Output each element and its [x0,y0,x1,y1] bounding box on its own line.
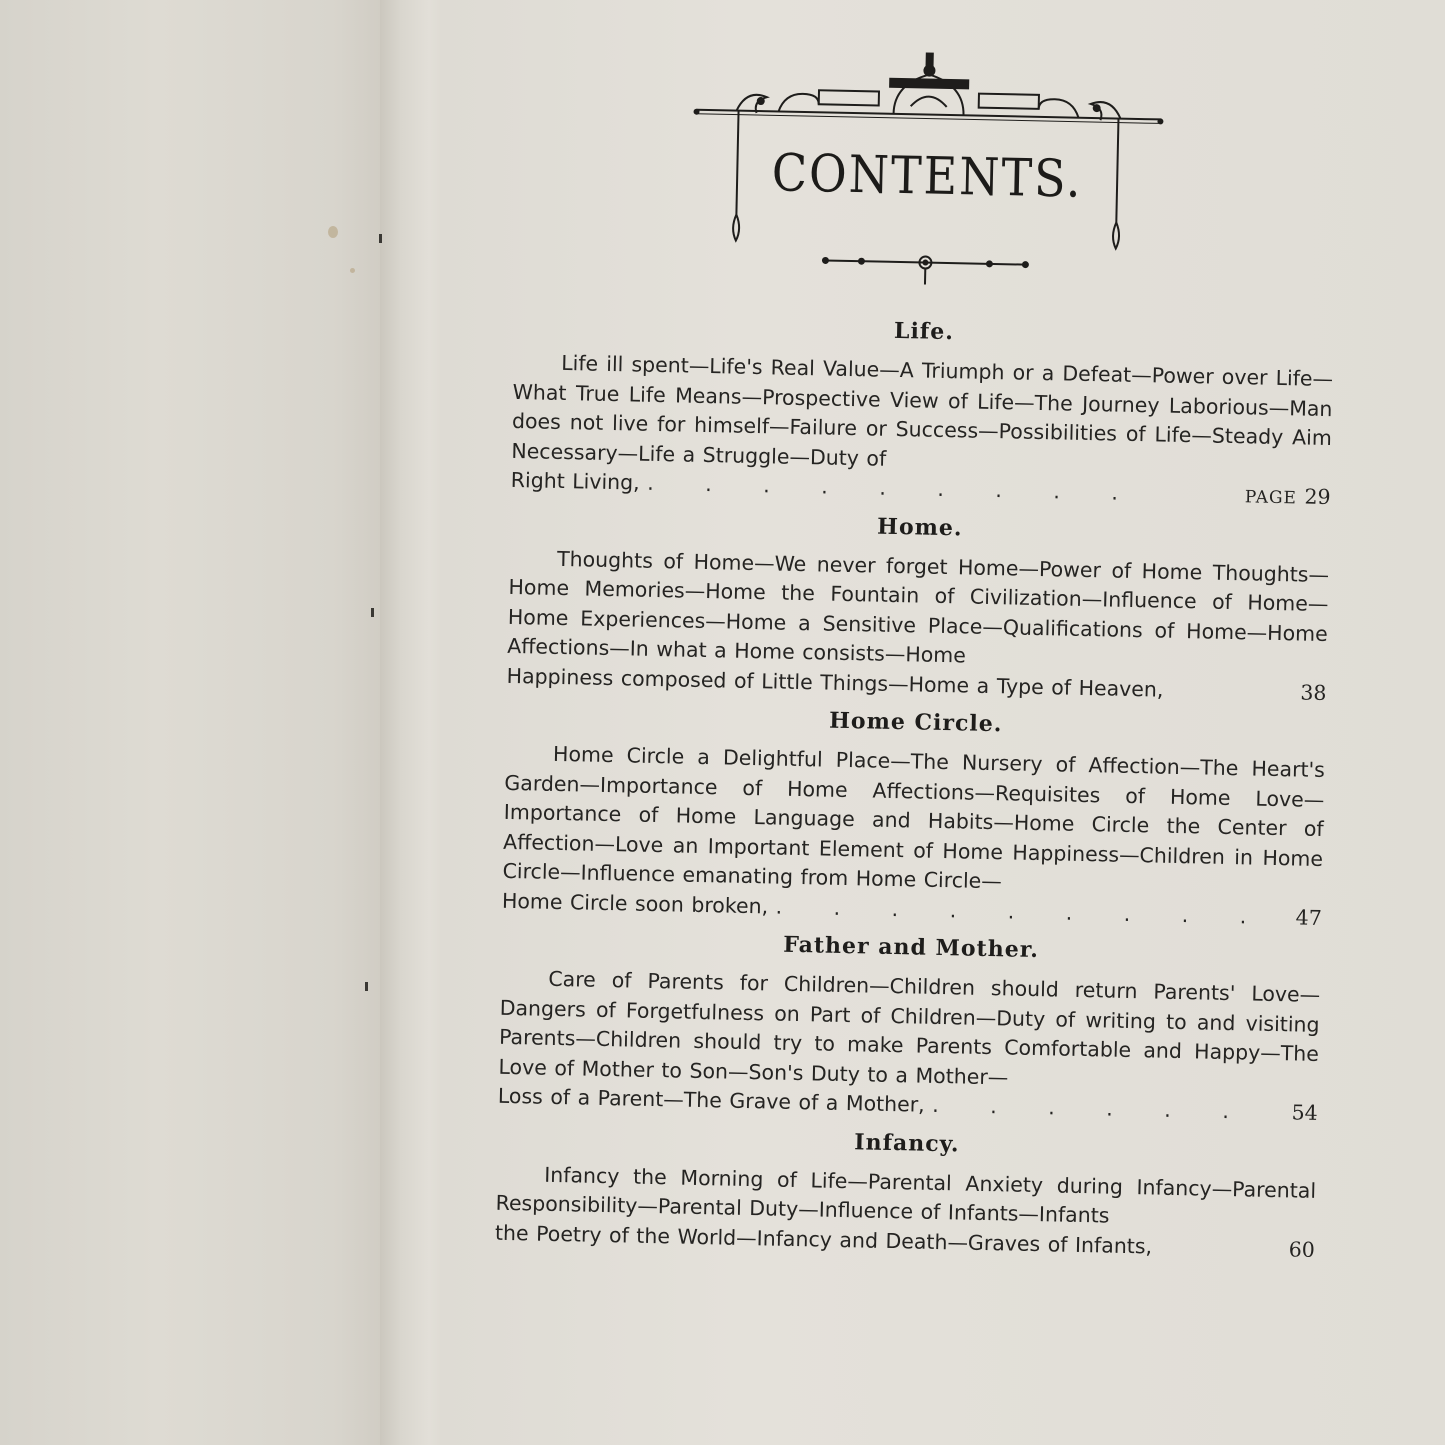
section-entry [502,739,1326,933]
page-label: PAGE [1244,487,1298,509]
entry-text: Care of Parents for Children—Children should return Parents' Love—Dangers of Forgetfulness on Part of Children—Duty of writing to and visiting Parents—Children should try to make Parents Comfortable and Happy—The Love of Mother to Son—Son's Duty to a Mother— [498,966,1321,1089]
section-heading: Home. [876,513,963,541]
entry-last-line [510,466,1330,513]
left-blank-page [0,0,392,1445]
entry-last-text: Home Circle soon broken, [501,888,769,918]
section-entry [495,1159,1317,1265]
section-entry [510,348,1333,513]
page-number: 60 [1288,1236,1316,1262]
binding-mark [365,982,368,991]
section-infancy [495,1121,1317,1265]
entry-text: Infancy the Morning of Life—Parental Anxiety during Infancy—Parental Responsibility—Parental Duty—Influence of Infants—Infants [495,1162,1317,1228]
section-heading: Infancy. [854,1128,960,1157]
dot-leader: . . . . . . . . . [647,470,1141,506]
page-number [1244,481,1330,514]
entry-text: Thoughts of Home—We never forget Home—Power of Home Thoughts—Home Memories—Home the Fountain of Civilization—Influence of Home—Home Experiences—Home a Sensitive Place—Qualifications of Home—Home Affections—In what a Home consists—Home [507,546,1330,668]
entry-text: Home Circle a Delightful Place—The Nursery of Affection—The Heart's Garden—Importance of Home Affections—Requisites of Home Love—Importance of Home Language and Habits—Home Circle the Center of Affection—Love an Important Element of Home Happiness—Children in Home Circle—Influence emanating from Home Circle— [502,741,1326,894]
section-life [510,310,1334,513]
dot-leader: . . . . . . [931,1092,1252,1124]
section-father-and-mother [498,926,1322,1129]
section-home-circle [502,701,1326,933]
entry-last-text: the Poetry of the World—Infancy and Death—Graves of Infants, [494,1220,1153,1258]
binding-mark [371,608,374,617]
section-entry [506,543,1329,708]
entry-last-line [506,661,1326,708]
section-heading: Father and Mother. [782,931,1040,964]
section-heading: Life. [893,317,955,346]
entry-last-line [495,1218,1315,1265]
entry-last-text: Right Living, [510,467,640,495]
section-heading: Home Circle. [828,707,1003,738]
contents-title: CONTENTS. [771,142,1084,210]
entry-last-line [502,886,1322,933]
entry-last-text: Happiness composed of Little Things—Home a Type of Heaven, [506,663,1164,702]
dot-leader: . . . . . . . . . [775,894,1269,929]
paper-stain [350,268,355,273]
page-number: 38 [1300,679,1327,705]
binding-mark [379,234,382,243]
page-number-value: 29 [1304,484,1331,510]
entry-last-line [498,1082,1318,1129]
entry-text: Life ill spent—Life's Real Value—A Triumph or a Defeat—Power over Life—What True Life Means—Prospective View of Life—The Journey Laborious—Man does not live for himself—Failure or Success—Possibilities of Life—Steady Aim Necessary—Life a Struggle—Duty of [511,350,1334,471]
paper-stain [328,226,338,238]
section-home [506,505,1330,708]
section-entry [498,964,1321,1129]
contents-page [494,40,1339,1275]
page-number: 47 [1295,904,1323,930]
entry-last-text: Loss of a Parent—The Grave of a Mother, [497,1083,925,1117]
page-number: 54 [1291,1100,1318,1125]
